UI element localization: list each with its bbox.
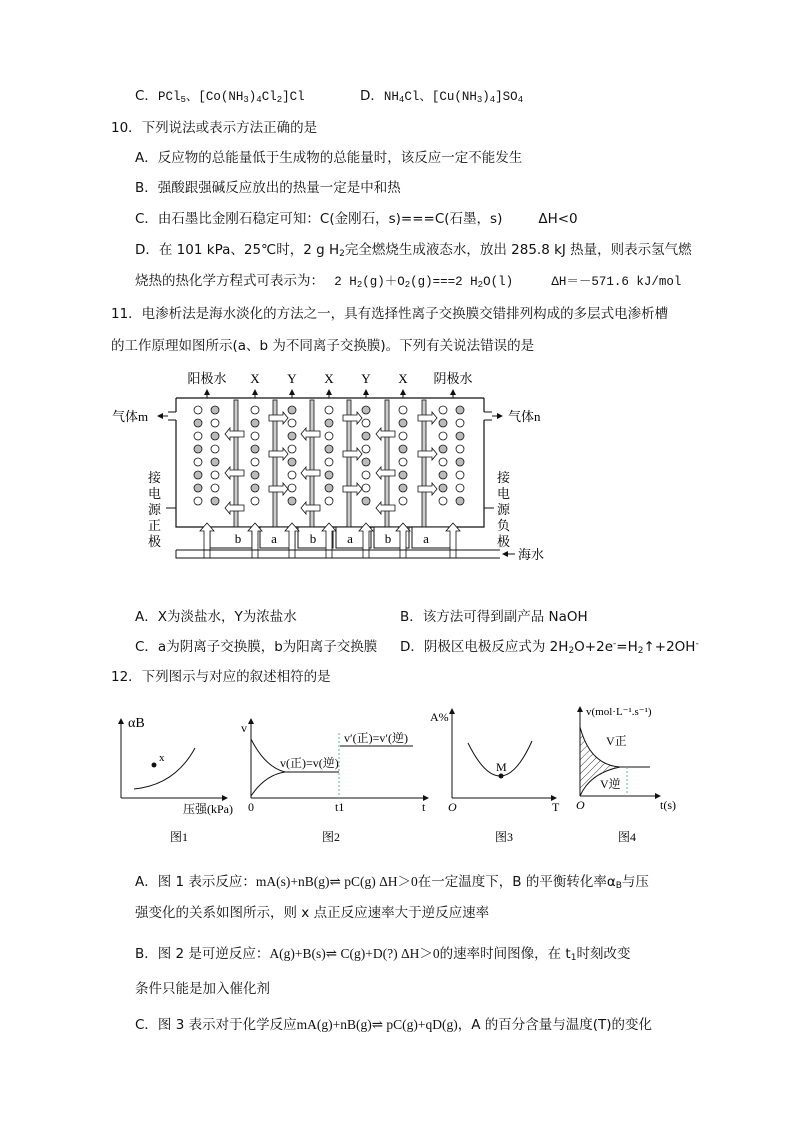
fig3-origin: O bbox=[448, 800, 457, 814]
q12-option-b-line2: 条件只能是加入催化剂 bbox=[135, 981, 270, 997]
q10-option-c bbox=[135, 210, 578, 228]
text: Cl、[Cu(NH bbox=[404, 90, 477, 104]
q11-option-a: A．X为淡盐水，Y为浓盐水 bbox=[135, 609, 297, 625]
figure-2 bbox=[241, 719, 428, 814]
sub: 4 bbox=[517, 95, 524, 105]
svg-text:极: 极 bbox=[148, 534, 162, 549]
label-x1: X bbox=[250, 371, 260, 386]
svg-text:负: 负 bbox=[497, 518, 511, 533]
q12-stem: 12．下列图示与对应的叙述相符的是 bbox=[111, 669, 331, 685]
text: ) bbox=[482, 90, 490, 104]
membrane-label: a bbox=[423, 531, 429, 546]
svg-text:极: 极 bbox=[497, 534, 511, 549]
text: 的速率时间图像，在 t bbox=[439, 946, 571, 962]
text: B．图 2 是可逆反应： bbox=[135, 946, 270, 962]
label-x3: X bbox=[398, 371, 408, 386]
q11-stem-2: 的工作原理如图所示(a、b 为不同离子交换膜)。下列有关说法错误的是 bbox=[111, 338, 535, 354]
equation: mA(s)+nB(g)⇌ pC(g) ΔH＞0 bbox=[255, 874, 418, 889]
fig1-point-x: x bbox=[159, 752, 165, 764]
figure-3 bbox=[430, 709, 560, 814]
svg-text:电: 电 bbox=[148, 486, 162, 501]
svg-text:源: 源 bbox=[497, 502, 511, 517]
q10-stem: 10．下列说法或表示方法正确的是 bbox=[111, 120, 318, 136]
fig2-label-equal: v(正)=v(逆) bbox=[280, 756, 339, 770]
text: 在一定温度下，B 的平衡转化率α bbox=[417, 874, 616, 890]
text: ]SO bbox=[495, 90, 518, 104]
q10-option-d-line2 bbox=[135, 272, 681, 291]
fig3-point-m: M bbox=[496, 760, 507, 774]
fig4-caption: 图4 bbox=[618, 830, 637, 844]
membrane-label: b bbox=[234, 531, 242, 546]
sub: 2 bbox=[477, 280, 484, 290]
svg-text:正: 正 bbox=[148, 518, 162, 533]
sup: - bbox=[613, 639, 617, 649]
sub: 2 bbox=[356, 280, 363, 290]
equation: A(g)+B(s)⇌ C(g)+D(?) ΔH＞0 bbox=[269, 946, 440, 961]
text: ，A 的百分含量与温度(T)的变化 bbox=[457, 1017, 653, 1033]
membrane-label: b bbox=[384, 531, 392, 546]
text: D．阴极区电极反应式为 2H bbox=[400, 639, 569, 655]
figure-1 bbox=[121, 716, 233, 816]
membrane-label: a bbox=[271, 531, 277, 546]
q11-option-c: C．a为阴离子交换膜，b为阳离子交换膜 bbox=[135, 639, 378, 655]
svg-text:接: 接 bbox=[148, 470, 162, 485]
equation: mA(g)+nB(g)⇌ pC(g)+qD(g) bbox=[296, 1017, 458, 1032]
fig2-caption: 图2 bbox=[322, 830, 341, 844]
sub: 2 bbox=[276, 95, 283, 105]
q11-option-b: B．该方法可得到副产品 NaOH bbox=[400, 609, 588, 625]
text: Cl bbox=[261, 90, 277, 104]
enthalpy: ΔH＝－571.6 kJ/mol bbox=[551, 275, 682, 289]
text: (g)＋O bbox=[362, 275, 405, 289]
sub: B bbox=[615, 881, 622, 891]
fig4-ylabel: v(mol·L⁻¹.s⁻¹) bbox=[586, 706, 652, 718]
text: D．在 101 kPa、25℃时，2 g H bbox=[135, 242, 340, 258]
label-y1: Y bbox=[287, 371, 297, 386]
sub: 2 bbox=[404, 280, 411, 290]
text: O(l) bbox=[483, 275, 514, 289]
sub: 2 bbox=[637, 646, 644, 656]
svg-text:接: 接 bbox=[497, 470, 511, 485]
fig1-caption: 图1 bbox=[170, 830, 189, 844]
label-x2: X bbox=[324, 371, 334, 386]
q10-option-b: B．强酸跟强碱反应放出的热量一定是中和热 bbox=[135, 180, 401, 196]
q12-figures bbox=[100, 695, 700, 850]
fig4-curve-reverse: V逆 bbox=[600, 777, 621, 791]
text: (g)===2 H bbox=[410, 275, 478, 289]
sub: 2 bbox=[568, 646, 575, 656]
q11-stem-1: 11．电渗析法是海水淡化的方法之一，具有选择性离子交换膜交错排列构成的多层式电渗析槽 bbox=[111, 306, 669, 322]
figure-4 bbox=[576, 706, 676, 812]
sub: 4 bbox=[256, 95, 262, 105]
fig4-curve-forward: V正 bbox=[606, 734, 627, 748]
label-y2: Y bbox=[361, 371, 371, 386]
fig3-caption: 图3 bbox=[495, 830, 514, 844]
text: 时刻改变 bbox=[576, 946, 631, 962]
label-seawater: 海水 bbox=[518, 547, 545, 562]
fig3-xlabel: T bbox=[552, 800, 560, 814]
sub: 3 bbox=[476, 95, 483, 105]
text: 烧热的热化学方程式可表示为： bbox=[135, 273, 324, 289]
q9-option-d bbox=[360, 87, 523, 106]
fig2-ylabel: v bbox=[241, 721, 247, 735]
text: 完全燃烧生成液态水，放出 285.8 kJ 热量，则表示氢气燃 bbox=[344, 242, 692, 258]
sub: 4 bbox=[489, 95, 496, 105]
text: NH bbox=[383, 90, 399, 104]
label-gas-m: 气体m bbox=[112, 409, 149, 424]
fig3-ylabel: A% bbox=[430, 710, 449, 724]
fig1-ylabel: αB bbox=[128, 716, 145, 731]
sub: 1 bbox=[570, 953, 577, 963]
text: C．图 3 表示对于化学反应 bbox=[135, 1017, 297, 1033]
enthalpy: ΔH<0 bbox=[538, 211, 578, 227]
text: PCl bbox=[157, 90, 181, 104]
q10-option-d-line1 bbox=[135, 241, 692, 259]
text: =H bbox=[616, 639, 638, 655]
label-gas-n: 气体n bbox=[508, 409, 541, 424]
q12-option-c-line1 bbox=[135, 1016, 652, 1034]
q12-option-a-line2: 强变化的关系如图所示，则 x 点正反应速率大于逆反应速率 bbox=[135, 905, 490, 921]
fig2-t1: t1 bbox=[335, 800, 345, 814]
sub: 2 bbox=[339, 249, 345, 259]
text: ) bbox=[248, 90, 257, 104]
sub: 4 bbox=[398, 95, 405, 105]
label-negative-electrode bbox=[497, 470, 511, 549]
q10-option-a: A．反应物的总能量低于生成物的总能量时，该反应一定不能发生 bbox=[135, 150, 523, 166]
text: 2 H bbox=[334, 275, 357, 289]
svg-text:电: 电 bbox=[497, 486, 511, 501]
fig2-label-equal-prime: v′(正)=v′(逆) bbox=[344, 731, 409, 745]
label-positive-electrode bbox=[148, 470, 162, 549]
sup: - bbox=[695, 639, 699, 649]
text: ↑+2OH bbox=[643, 639, 696, 655]
q9-option-c bbox=[135, 87, 305, 106]
q12-option-a-line1 bbox=[135, 873, 649, 891]
membrane-label: b bbox=[309, 531, 317, 546]
fig4-xlabel: t(s) bbox=[660, 798, 676, 812]
text: A．图 1 表示反应： bbox=[135, 874, 256, 890]
text: 与压 bbox=[621, 874, 649, 890]
fig1-xlabel: 压强(kPa) bbox=[183, 802, 233, 816]
label-cathode-water: 阴极水 bbox=[433, 371, 473, 386]
option-label: D． bbox=[360, 88, 384, 104]
electrodialysis-diagram bbox=[100, 360, 550, 570]
text: ]Cl bbox=[282, 90, 305, 104]
q11-option-d bbox=[400, 638, 699, 656]
fig2-xlabel: t bbox=[422, 800, 426, 814]
text: O+2e bbox=[574, 639, 614, 655]
svg-text:源: 源 bbox=[148, 502, 162, 517]
text: 、[Co(NH bbox=[185, 90, 244, 104]
label-anode-water: 阳极水 bbox=[187, 371, 227, 386]
sub: 5 bbox=[180, 95, 186, 105]
q12-option-b-line1 bbox=[135, 945, 630, 963]
fig2-origin: 0 bbox=[248, 800, 254, 814]
text: C．由石墨比金刚石稳定可知：C(金刚石，s)===C(石墨，s) bbox=[135, 211, 503, 227]
fig4-origin: O bbox=[576, 798, 585, 812]
sub: 3 bbox=[243, 95, 249, 105]
option-label: C． bbox=[135, 88, 158, 104]
membrane-label: a bbox=[347, 531, 353, 546]
